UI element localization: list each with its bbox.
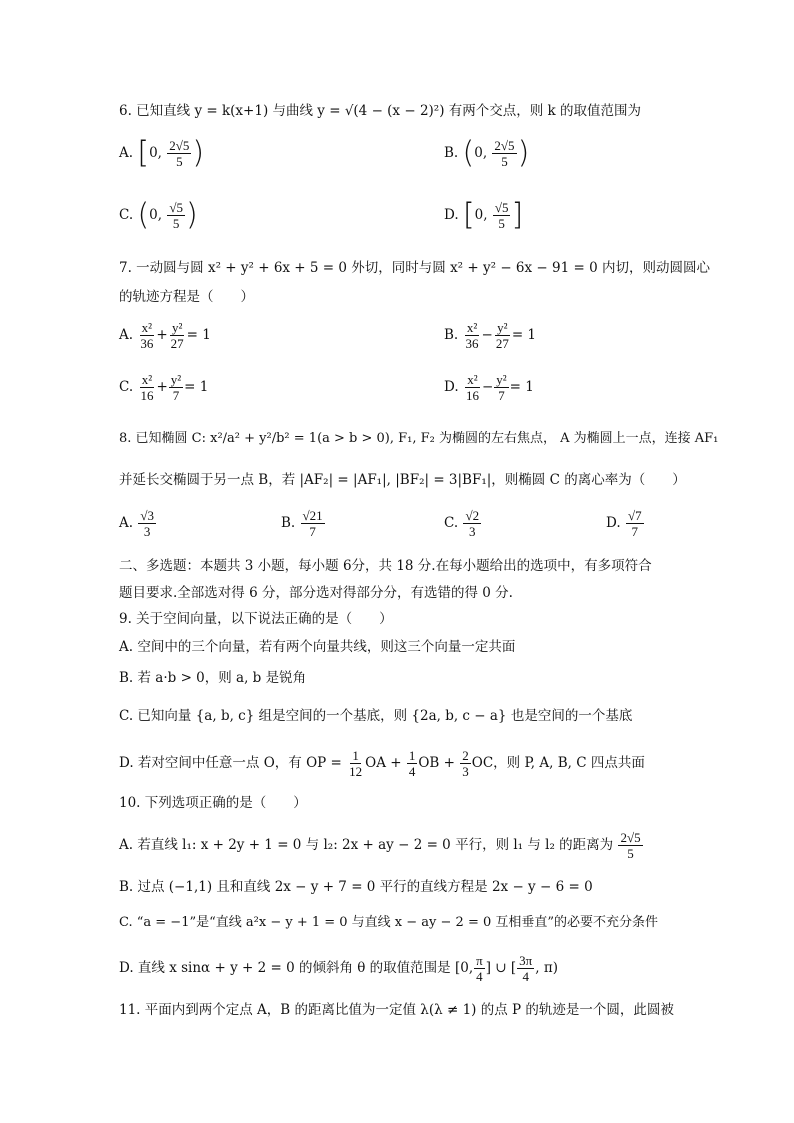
q6-stem: 6. 已知直线 y = k(x+1) 与曲线 y = √(4 − (x − 2)²) 有两个交点，则 k 的取值范围为 xyxy=(119,103,642,119)
q6-option-c: C. (0, $\frac{√5}{5}$ ) xyxy=(119,197,198,233)
q8-option-a: A. $\frac{√3}{3}$ xyxy=(119,508,154,539)
fraction: $\frac{√5}{5}$ xyxy=(169,200,183,231)
q10-stem: 10. 下列选项正确的是（ ） xyxy=(119,795,307,811)
q9-option-b: B. 若 a·b > 0，则 a, b 是锐角 xyxy=(119,670,307,686)
q8-stem-line2: 并延长交椭圆于另一点 B，若 |AF₂| = |AF₁|, |BF₂| = 3|BF₁|，则椭圆 C 的离心率为（ ） xyxy=(119,472,686,488)
q10-option-a: A. 若直线 l₁: x + 2y + 1 = 0 与 l₂: 2x + ay − 2 = 0 平行，则 l₁ 与 l₂ 的距离为 $\frac{2√5}{5}$ xyxy=(119,830,641,861)
fraction: $\frac{√5}{5}$ xyxy=(494,200,509,231)
q9-option-a: A. 空间中的三个向量，若有两个向量共线，则这三个向量一定共面 xyxy=(119,639,516,655)
q7-option-d: D. $\frac{\text{x²}}{16}$ − $\frac{\text{y²}}{7}$ = 1 xyxy=(444,372,534,403)
q7-stem-line1: 7. 一动圆与圆 x² + y² + 6x + 5 = 0 外切，同时与圆 x² + y² − 6x − 91 = 0 内切，则动圆圆心 xyxy=(119,260,710,276)
q7-option-c: C. $\frac{\text{x²}}{16}$ + $\frac{\text{y²}}{7}$ = 1 xyxy=(119,372,209,403)
q8-option-b: B. $\frac{√21}{7}$ xyxy=(281,508,323,539)
q8-option-d: D. $\frac{√7}{7}$ xyxy=(606,508,642,539)
q6-option-a: A. [0, $\frac{2√5}{5}$ ) xyxy=(119,135,205,171)
section-heading-line2: 题目要求.全部选对得 6 分，部分选对得部分分，有选错的得 0 分. xyxy=(119,585,513,601)
q7-stem-line2: 的轨迹方程是（ ） xyxy=(119,289,254,305)
q6-option-b: B. (0, $\frac{2√5}{5}$ ) xyxy=(444,135,530,171)
q6-option-d: D. [0, $\frac{√5}{5}$ ] xyxy=(444,197,524,233)
fraction: $\frac{2√5}{5}$ xyxy=(494,138,515,169)
q7-option-a: A. $\frac{\text{x²}}{36}$ + $\frac{\text{y²}}{27}$ = 1 xyxy=(119,320,211,351)
q8-option-c: C. $\frac{√2}{3}$ xyxy=(444,508,480,539)
q8-stem-line1: 8. 已知椭圆 C: x²/a² + y²/b² = 1(a > b > 0), F₁, F₂ 为椭圆的左右焦点， A 为椭圆上一点，连接 AF₁ xyxy=(119,431,719,446)
q9-option-d: D. 若对空间中任意一点 O，有 OP = $\frac{1}{12}$ OA + $\frac{1}{4}$ OB + $\frac{2}{3}$ OC，则 P, A, B, C 四点共面 xyxy=(119,748,645,779)
q9-stem: 9. 关于空间向量，以下说法正确的是（ ） xyxy=(119,611,393,627)
q11-stem: 11. 平面内到两个定点 A，B 的距离比值为一定值 λ(λ ≠ 1) 的点 P 的轨迹是一个圆，此圆被 xyxy=(119,1002,674,1018)
q7-option-b: B. $\frac{\text{x²}}{36}$ − $\frac{\text{y²}}{27}$ = 1 xyxy=(444,320,537,351)
section-heading-line1: 二、多选题：本题共 3 小题，每小题 6分，共 18 分.在每小题给出的选项中，有多项符合 xyxy=(119,558,652,574)
q9-option-c: C. 已知向量 {a, b, c} 组是空间的一个基底，则 {2a, b, c − a} 也是空间的一个基底 xyxy=(119,708,633,724)
q10-option-b: B. 过点 (−1,1) 且和直线 2x − y + 7 = 0 平行的直线方程是 2x − y − 6 = 0 xyxy=(119,879,593,895)
q10-option-c: C. “a = −1”是“直线 a²x − y + 1 = 0 与直线 x − ay − 2 = 0 互相垂直”的必要不充分条件 xyxy=(119,915,659,930)
fraction: $\frac{2√5}{5}$ xyxy=(169,138,190,169)
q10-option-d: D. 直线 x sinα + y + 2 = 0 的倾斜角 θ 的取值范围是 [0, $\frac{\pi}{4}$ ] ∪ [ $\frac{3\pi}{4}$ , π) xyxy=(119,953,558,984)
